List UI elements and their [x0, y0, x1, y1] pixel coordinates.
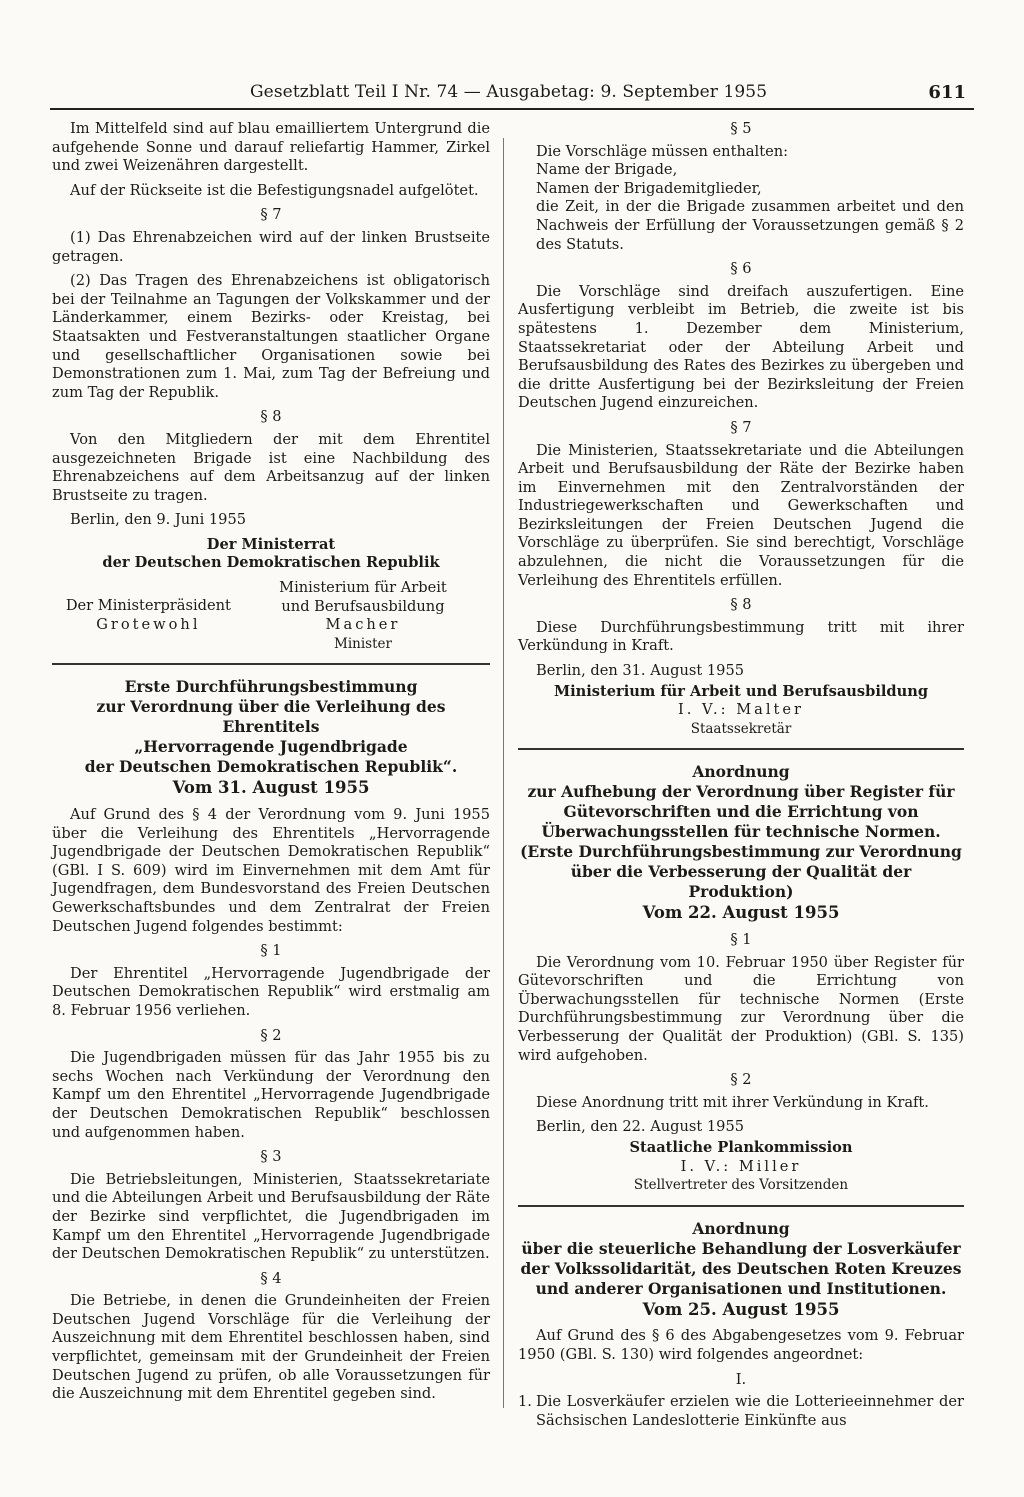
header-rule	[50, 108, 974, 110]
signatory-name: I. V.: Miller	[680, 1157, 802, 1175]
signatory-role: Staatssekretär	[690, 720, 792, 737]
section-heading: § 3	[260, 1148, 282, 1166]
item-text: Die Losverkäufer erzielen wie die Lotterieeinnehmer der Sächsischen Landeslotterie Einkünfte aus	[536, 1393, 964, 1429]
document-title: zur Verordnung über die Verleihung des Ehrentitels	[96, 697, 446, 737]
paragraph: Diese Durchführungsbestimmung tritt mit ihrer Verkündung in Kraft.	[518, 618, 964, 655]
document-title: Gütevorschriften und die Errichtung von Überwachungsstellen für technische Normen.	[541, 802, 941, 842]
document-title: Anordnung	[692, 762, 790, 782]
list-item: die Zeit, in der die Brigade zusammen arbeitet und den Nachweis der Erfüllung der Voraussetzungen gemäß § 2 des Statuts.	[536, 198, 964, 253]
paragraph: Auf der Rückseite ist die Befestigungsnadel aufgelötet.	[70, 181, 479, 199]
issuer-line: Der Ministerrat	[206, 535, 336, 553]
paragraph: Die Vorschläge sind dreifach auszufertigen. Eine Ausfertigung verbleibt im Betrieb, die zweite ist bis spätestens 1. Dezember dem Ministerium, Staatssekretariat oder der Abteilung Arbeit und Berufsausbildung des Rates des Bezirkes zu übergeben und die dritte Ausfertigung bei der Bezirksleitung der Freien Deutschen Jugend einzureichen.	[518, 282, 964, 412]
place-date: Berlin, den 22. August 1955	[536, 1118, 745, 1136]
place-date: Berlin, den 9. Juni 1955	[70, 511, 247, 529]
section-heading: § 8	[260, 408, 282, 426]
paragraph: Die Ministerien, Staatssekretariate und die Abteilungen Arbeit und Berufsausbildung der Räte der Bezirke haben im Einvernehmen mit den Zentralvorständen der Industriegewerkschaften und Gewerkschaften und Bezirksleitungen der Freien Deutschen Jugend die Vorschläge zu überprüfen. Sie sind berechtigt, Vorschläge abzulehnen, die nicht die Voraussetzungen für die Verleihung des Ehrentitels erfüllen.	[518, 441, 964, 589]
issuer-line: der Deutschen Demokratischen Republik	[102, 554, 440, 572]
section-heading: § 1	[260, 942, 282, 960]
header-title: Gesetzblatt Teil I Nr. 74 — Ausgabetag: 9. September 1955	[250, 82, 768, 102]
paragraph: Auf Grund des § 6 des Abgabengesetzes vom 9. Februar 1950 (GBl. S. 130) wird folgendes angeordnet:	[518, 1327, 964, 1363]
place-date: Berlin, den 31. August 1955	[536, 662, 745, 680]
signatory-title: Der Ministerpräsident	[65, 597, 231, 615]
signature-block	[52, 579, 490, 653]
signatory-name: I. V.: Malter	[677, 701, 804, 719]
section-heading: § 7	[260, 206, 282, 224]
paragraph: Die Betriebe, in denen die Grundeinheiten der Freien Deutschen Jugend Vorschläge für die Verleihung der Auszeichnung mit dem Ehrentitel beschlossen haben, sind verpflichtet, gemeinsam mit der Grundeinheit der Freien Deutschen Jugend zu prüfen, ob alle Voraussetzungen für die Auszeichnung mit dem Ehrentitel gegeben sind.	[52, 1292, 490, 1403]
document-title: zur Aufhebung der Verordnung über Register für	[527, 782, 955, 802]
document-title: Erste Durchführungsbestimmung	[124, 677, 418, 697]
section-heading: § 5	[730, 120, 752, 137]
document-title: (Erste Durchführungsbestimmung zur Verordnung über die Verbesserung der Qualität der Produktion)	[520, 842, 962, 902]
paragraph: Auf Grund des § 4 der Verordnung vom 9. Juni 1955 über die Verleihung des Ehrentitels „Hervorragende Jugendbrigade der Deutschen Demokratischen Republik“ (GBl. I S. 609) wird im Einvernehmen mit dem Amt für Jugendfragen, dem Bundesvorstand des Freien Deutschen Gewerkschaftsbundes und dem Zentralrat der Freien Deutschen Jugend folgendes bestimmt:	[52, 806, 490, 935]
section-rule	[518, 748, 964, 750]
right-column	[518, 120, 964, 1430]
section-heading: § 8	[730, 596, 752, 614]
document-title: über die steuerliche Behandlung der Losverkäufer der Volkssolidarität, des Deutschen Roten Kreuzes und anderer Organisationen und Institutionen.	[520, 1238, 962, 1298]
column-divider	[503, 138, 504, 1408]
document-title: Anordnung	[692, 1218, 790, 1238]
document-title: der Deutschen Demokratischen Republik“.	[84, 757, 458, 777]
section-rule	[518, 1205, 964, 1207]
document-date: Vom 31. August 1955	[172, 778, 370, 798]
document-date: Vom 25. August 1955	[642, 1299, 840, 1319]
paragraph: Von den Mitgliedern der mit dem Ehrentitel ausgezeichneten Brigade ist eine Nachbildung des Ehrenabzeichens auf dem Arbeitsanzug auf der linken Brustseite zu tragen.	[52, 430, 490, 504]
signature-right	[245, 579, 482, 653]
signatory-title: und Berufsausbildung	[281, 597, 445, 615]
paragraph: Die Betriebsleitungen, Ministerien, Staatssekretariate und die Abteilungen Arbeit und Berufsausbildung der Räte der Bezirke sind verpflichtet, die Jugendbrigaden im Kampf um den Ehrentitel „Hervorragende Jugendbrigade der Deutschen Demokratischen Republik“ zu unterstützen.	[52, 1170, 490, 1263]
item-number: 1.	[518, 1393, 532, 1411]
section-heading: § 6	[730, 260, 752, 278]
paragraph: Diese Anordnung tritt mit ihrer Verkündung in Kraft.	[536, 1093, 929, 1111]
section-heading: § 2	[260, 1026, 282, 1044]
paragraph: (1) Das Ehrenabzeichen wird auf der linken Brustseite getragen.	[52, 228, 490, 265]
section-heading: § 7	[730, 418, 752, 436]
list-item: Namen der Brigademitglieder,	[536, 179, 762, 197]
paragraph: (2) Das Tragen des Ehrenabzeichens ist obligatorisch bei der Teilnahme an Tagungen der Volkskammer und der Länderkammer, einem Bezirks- oder Kreistag, bei Staatsakten und Festveranstaltungen staatlicher Organe und gesellschaftlicher Organisationen sowie bei Demonstrationen zum 1. Mai, zum Tag der Befreiung und zum Tag der Republik.	[52, 272, 490, 401]
signatory-name: Macher	[325, 616, 401, 634]
issuer-line: Ministerium für Arbeit und Berufsausbildung	[553, 682, 929, 700]
document-title: „Hervorragende Jugendbrigade	[134, 737, 408, 757]
requirements-list	[518, 161, 964, 254]
paragraph: Im Mittelfeld sind auf blau emailliertem Untergrund die aufgehende Sonne und darauf reliefartig Hammer, Zirkel und zwei Weizenähren dargestellt.	[52, 120, 490, 175]
section-heading: § 1	[730, 931, 752, 948]
section-rule	[52, 663, 490, 665]
paragraph: Der Ehrentitel „Hervorragende Jugendbrigade der Deutschen Demokratischen Republik“ wird erstmalig am 8. Februar 1956 verliehen.	[52, 964, 490, 1019]
issuer-line: Staatliche Plankommission	[629, 1138, 853, 1156]
numbered-item	[518, 1393, 964, 1430]
paragraph: Die Jugendbrigaden müssen für das Jahr 1955 bis zu sechs Wochen nach Verkündung der Verordnung den Kampf um den Ehrentitel „Hervorragende Jugendbrigade der Deutschen Demokratischen Republik“ beschlossen und aufgenommen haben.	[52, 1049, 490, 1141]
signatory-name: Grotewohl	[96, 615, 201, 633]
signatory-role: Stellvertreter des Vorsitzenden	[633, 1177, 849, 1194]
section-heading: § 2	[730, 1071, 752, 1089]
page-number: 611	[928, 82, 966, 103]
paragraph: Die Vorschläge müssen enthalten:	[536, 142, 789, 160]
signatory-role: Minister	[334, 635, 392, 652]
document-date: Vom 22. August 1955	[642, 903, 840, 923]
part-heading: I.	[735, 1370, 747, 1388]
signatory-title: Ministerium für Arbeit	[279, 579, 447, 597]
paragraph: Die Verordnung vom 10. Februar 1950 über Register für Gütevorschriften und die Errichtung von Überwachungsstellen für technische Normen (Erste Durchführungsbestimmung zur Verordnung über die Verbesserung der Qualität der Produktion) (GBl. S. 135) wird aufgehoben.	[518, 953, 964, 1064]
signature-left	[52, 597, 245, 634]
section-heading: § 4	[260, 1269, 282, 1287]
list-item: Name der Brigade,	[536, 161, 678, 179]
left-column	[52, 120, 490, 1410]
